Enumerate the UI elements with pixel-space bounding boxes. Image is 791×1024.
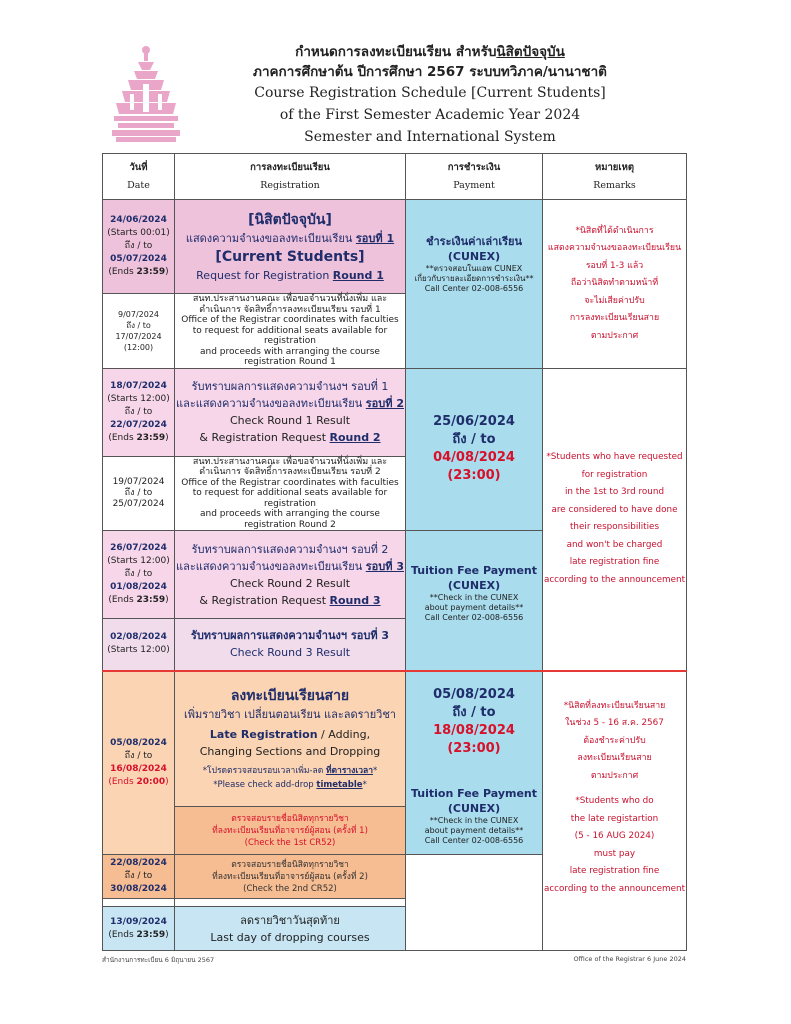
remark-line: according to the announcement	[543, 574, 686, 585]
chulalongkorn-logo-icon	[110, 44, 182, 144]
payment-date-cell: 25/06/2024 ถึง / to 04/08/2024 (23:00)	[406, 368, 543, 531]
date-cell: 13/09/2024 (Ends 23:59)	[103, 907, 175, 951]
remarks-cell-b	[543, 368, 687, 671]
registration-cell: สนท.ประสานงานคณะ เพื่อขอจำนวนที่นั่งเพิ่ม และ ดำเนินการ จัดสิทธิ์การลงทะเบียนเรียน รอบที่ 2 Office of the Registrar coordinates with faculties to request for additional seats available for registration and proceeds with arranging the course registration Round 2	[175, 456, 406, 531]
remark-line: ถือว่านิสิตทำตามหน้าที่	[570, 278, 659, 288]
spacer-cell	[175, 899, 406, 907]
date-cell: 22/08/2024 ถึง / to 30/08/2024	[103, 855, 175, 899]
remark-line: ตามประกาศ	[590, 330, 639, 341]
remark-line: for registration	[581, 469, 648, 480]
date-cell: 24/06/2024 (Starts 00:01) ถึง / to 05/07/2024 (Ends 23:59)	[103, 200, 175, 294]
page-title-block	[200, 42, 660, 148]
registration-cell: ตรวจสอบรายชื่อนิสิตทุกรายวิชา ที่ลงทะเบียนเรียนที่อาจารย์ผู้สอน (ครั้งที่ 1) (Check the 1st CR52)	[175, 807, 406, 855]
spacer-cell	[103, 899, 175, 907]
remark-line: รอบที่ 1-3 แล้ว	[585, 260, 644, 271]
date-cell: 18/07/2024 (Starts 12:00) ถึง / to 22/07/2024 (Ends 23:59)	[103, 368, 175, 456]
english-title-line-3: Semester and International System	[304, 129, 556, 145]
header-date: วันที่ Date	[103, 154, 175, 200]
schedule-table	[102, 153, 687, 951]
payment-late-cell: 05/08/2024 ถึง / to 18/08/2024 (23:00) Tuition Fee Payment (CUNEX) **Check in the CUNEX about payment details** Call Center 02-008-6556	[406, 671, 543, 855]
date-cell: 05/08/2024 ถึง / to 16/08/2024 (Ends 20:00)	[103, 671, 175, 855]
english-title-line-1: Course Registration Schedule [Current Students]	[254, 85, 606, 101]
header-registration: การลงทะเบียนเรียน Registration	[175, 154, 406, 200]
remark-line: according to the announcement	[543, 883, 686, 894]
remark-line: must pay	[593, 848, 636, 859]
remarks-cell-a	[543, 200, 687, 369]
date-cell: 26/07/2024 (Starts 12:00) ถึง / to 01/08/2024 (Ends 23:59)	[103, 531, 175, 619]
remark-line: late registration fine	[569, 557, 660, 567]
registration-cell: รับทราบผลการแสดงความจำนงฯ รอบที่ 1 และแสดงความจำนงขอลงทะเบียนเรียน รอบที่ 2 Check Round 1 Result & Registration Request Round 2	[175, 368, 406, 456]
date-cell: 19/07/2024 ถึง / to 25/07/2024	[103, 456, 175, 531]
header-payment: การชำระเงิน Payment	[406, 154, 543, 200]
registration-cell: รับทราบผลการแสดงความจำนงฯ รอบที่ 2 และแสดงความจำนงขอลงทะเบียนเรียน รอบที่ 3 Check Round 2 Result & Registration Request Round 3	[175, 531, 406, 619]
remark-line: จะไม่เสียค่าปรับ	[584, 295, 645, 306]
registration-cell: ตรวจสอบรายชื่อนิสิตทุกรายวิชา ที่ลงทะเบียนเรียนที่อาจารย์ผู้สอน (ครั้งที่ 2) (Check the 2nd CR52)	[175, 855, 406, 899]
payment-empty-cell	[406, 855, 543, 951]
payment-cell-thai: ชำระเงินค่าเล่าเรียน (CUNEX) **ตรวจสอบในแอพ CUNEX เกี่ยวกับรายละเอียดการชำระเงิน** Call Center 02-008-6556	[406, 200, 543, 369]
registration-cell: ลดรายวิชาวันสุดท้าย Last day of dropping courses	[175, 907, 406, 951]
thai-title-line-2: ภาคการศึกษาต้น ปีการศึกษา 2567 ระบบทวิภาค/นานาชาติ	[253, 64, 607, 80]
header-remarks: หมายเหตุ Remarks	[543, 154, 687, 200]
footer-right: Office of the Registrar 6 June 2024	[573, 955, 686, 963]
english-title-line-2: of the First Semester Academic Year 2024	[279, 107, 581, 123]
registration-cell: รับทราบผลการแสดงความจำนงฯ รอบที่ 3 Check Round 3 Result	[175, 619, 406, 671]
date-cell: 9/07/2024 ถึง / to 17/07/2024 (12:00)	[103, 294, 175, 369]
registration-cell: [นิสิตปัจจุบัน] แสดงความจำนงขอลงทะเบียนเรียน รอบที่ 1 [Current Students] Request for Registration Round 1	[175, 200, 406, 294]
footer-left: สำนักงานการทะเบียน 6 มิถุนายน 2567	[102, 956, 215, 964]
registration-cell: ลงทะเบียนเรียนสาย เพิ่มรายวิชา เปลี่ยนตอนเรียน และลดรายวิชา Late Registration / Adding, Changing Sections and Dropping *โปรดตรวจสอบรอบเวลาเพิ่ม-ลด ที่ตารางเวลา* *Please check add-drop timetable*	[175, 671, 406, 807]
remark-line: (5 - 16 AUG 2024)	[574, 831, 655, 841]
thai-title-line-1: กำหนดการลงทะเบียนเรียน สำหรับนิสิตปัจจุบัน	[295, 44, 565, 60]
table-row	[103, 200, 687, 294]
remark-line: การลงทะเบียนเรียนสาย	[569, 313, 660, 323]
payment-cell-english: Tuition Fee Payment (CUNEX) **Check in the CUNEX about payment details** Call Center 02-008-6556	[406, 531, 543, 671]
remark-line: ลงทะเบียนเรียนสาย	[577, 753, 652, 763]
date-cell: 02/08/2024 (Starts 12:00)	[103, 619, 175, 671]
registration-cell: สนท.ประสานงานคณะ เพื่อขอจำนวนที่นั่งเพิ่ม และ ดำเนินการ จัดสิทธิ์การลงทะเบียนเรียน รอบที่ 1 Office of the Registrar coordinates with faculties to request for additional seats available for registration and proceeds with arranging the course registration Round 1	[175, 294, 406, 369]
remark-line: ในช่วง 5 - 16 ส.ค. 2567	[565, 718, 664, 728]
remark-line: ต้องชำระค่าปรับ	[583, 735, 646, 746]
remark-line: *Students who have requested	[546, 452, 683, 462]
remark-line: in the 1st to 3rd round	[564, 487, 665, 497]
remark-line: late registration fine	[569, 866, 660, 876]
remark-line: the late registartion	[570, 813, 659, 824]
remark-line: แสดงความจำนงขอลงทะเบียนเรียน	[547, 243, 682, 253]
remark-line: their responsibilities	[569, 522, 660, 532]
remark-line: are considered to have done	[551, 504, 678, 515]
remark-line: and won't be charged	[566, 539, 663, 550]
remarks-cell-late	[543, 671, 687, 951]
remark-line: *นิสิตที่ลงทะเบียนเรียนสาย	[563, 700, 666, 711]
remark-line: ตามประกาศ	[590, 770, 639, 781]
table-row	[103, 671, 687, 807]
remark-line: *นิสิตที่ได้ดำเนินการ	[575, 225, 654, 236]
table-row	[103, 368, 687, 456]
remark-line: *Students who do	[575, 796, 654, 806]
